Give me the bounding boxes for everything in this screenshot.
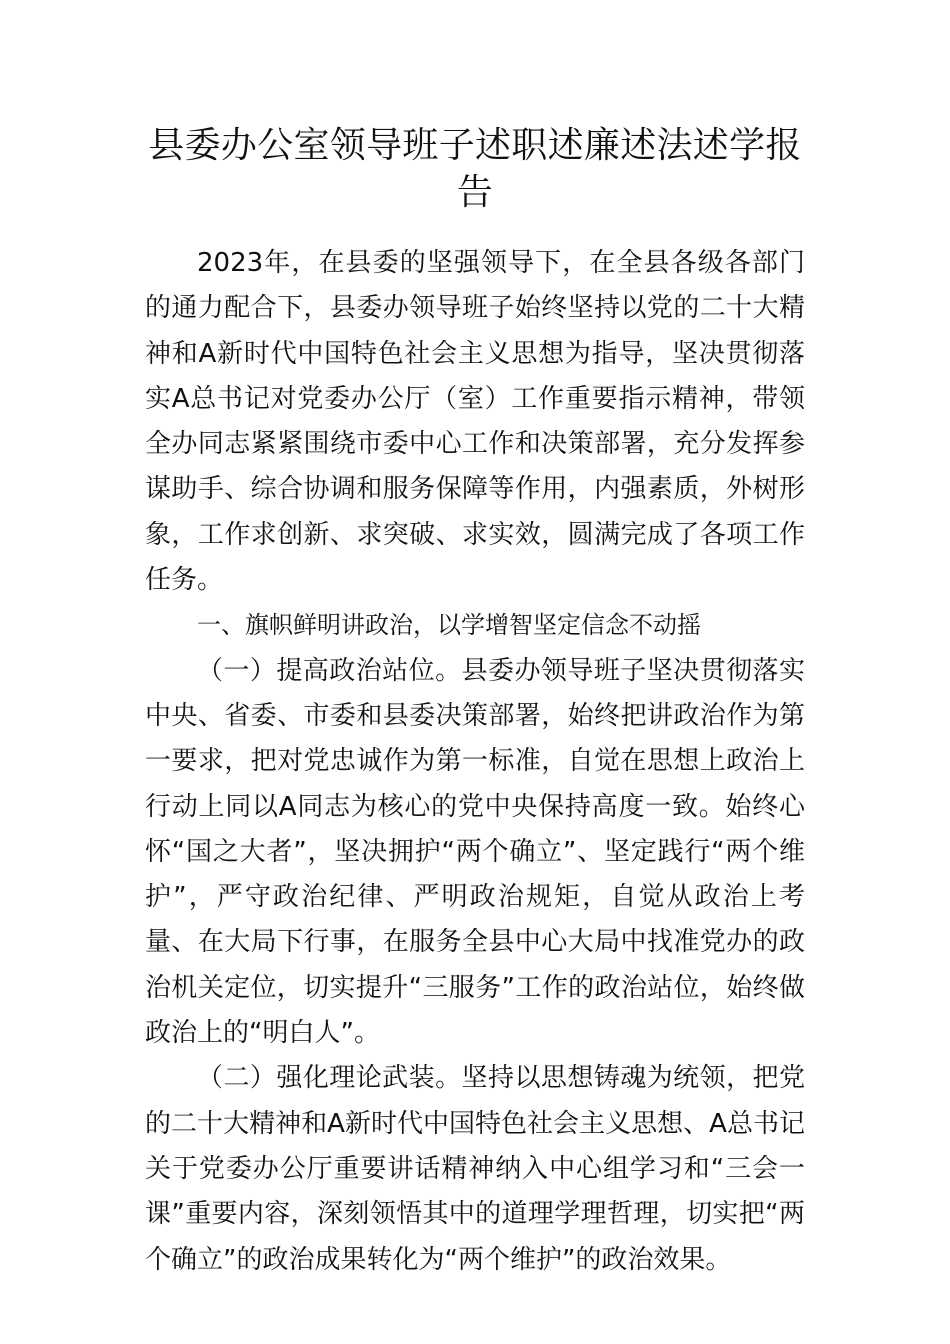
document-body xyxy=(145,241,805,1283)
paragraph-theory-arming: （二）强化理论武装。坚持以思想铸魂为统领，把党的二十大精神和A新时代中国特色社会主义思想、A总书记关于党委办公厅重要讲话精神纳入中心组学习和“三会一课”重要内容，深刻领悟其中的道理学理哲理，切实把“两个确立”的政治成果转化为“两个维护”的政治效果。 xyxy=(145,1063,805,1275)
section-heading-1: 一、旗帜鲜明讲政治，以学增智坚定信念不动摇 xyxy=(197,611,701,640)
intro-paragraph: 2023年，在县委的坚强领导下，在全县各级各部门的通力配合下，县委办领导班子始终坚持以党的二十大精神和A新时代中国特色社会主义思想为指导，坚决贯彻落实A总书记对党委办公厅（室）工作重要指示精神，带领全办同志紧紧围绕市委中心工作和决策部署，充分发挥参谋助手、综合协调和服务保障等作用，内强素质，外树形象，工作求创新、求突破、求实效，圆满完成了各项工作任务。 xyxy=(145,248,805,596)
document-title: 县委办公室领导班子述职述廉述法述学报告 xyxy=(148,125,802,213)
paragraph-political-stance: （一）提高政治站位。县委办领导班子坚决贯彻落实中央、省委、市委和县委决策部署，始终把讲政治作为第一要求，把对党忠诚作为第一标准，自觉在思想上政治上行动上同以A同志为核心的党中央保持高度一致。始终心怀“国之大者”，坚决拥护“两个确立”、坚定践行“两个维护”，严守政治纪律、严明政治规矩，自觉从政治上考量、在大局下行事，在服务全县中心大局中找准党办的政治机关定位，切实提升“三服务”工作的政治站位，始终做政治上的“明白人”。 xyxy=(145,655,805,1049)
